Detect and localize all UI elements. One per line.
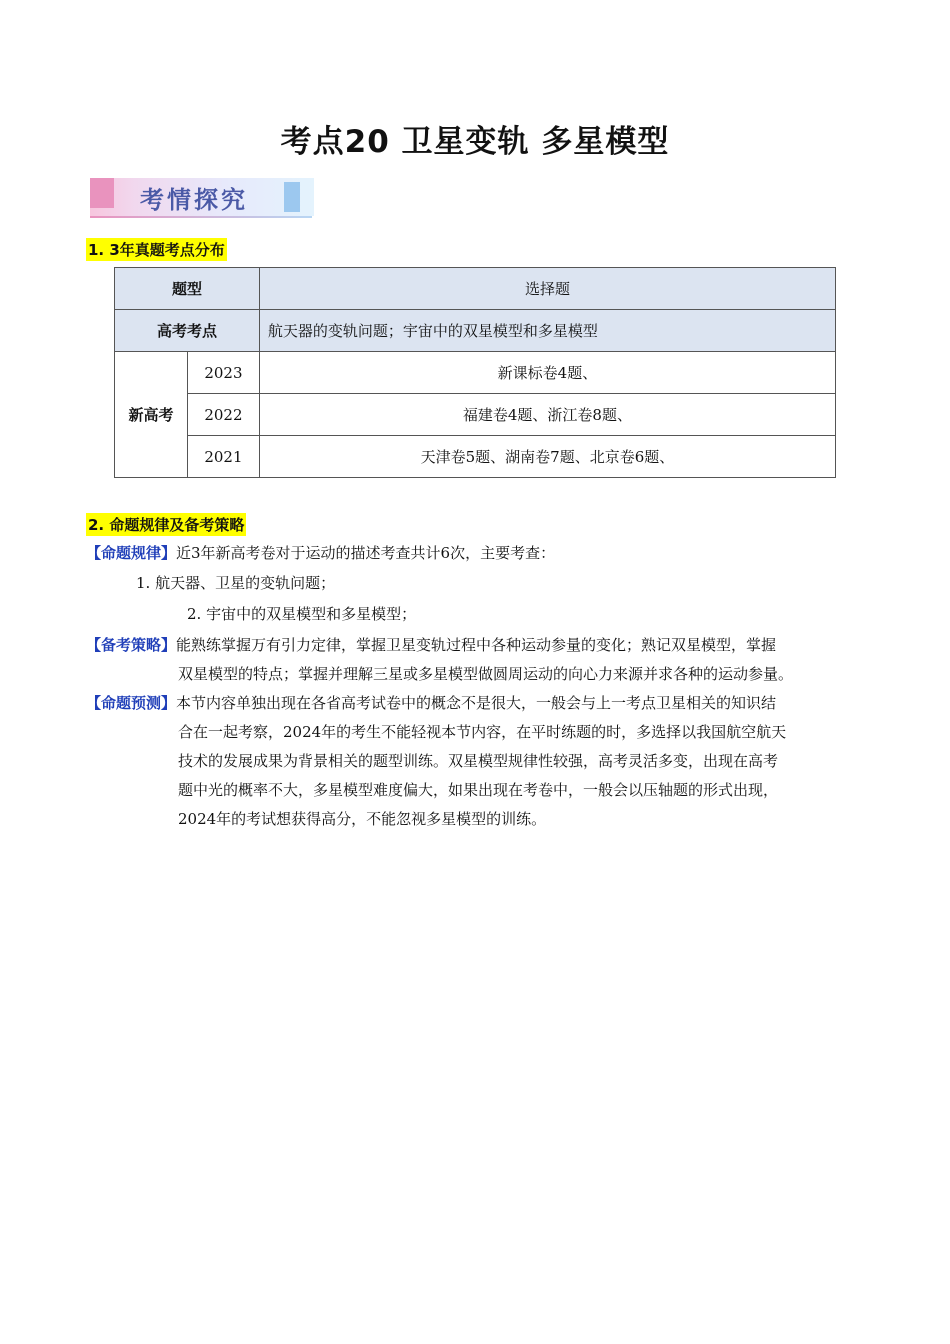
forecast-line: 2024年的考试想获得高分，不能忽视多星模型的训练。	[178, 810, 547, 828]
papers-cell: 新课标卷4题、	[259, 352, 835, 394]
forecast-tag: 【命题预测】	[86, 694, 177, 712]
forecast-line: 合在一起考察，2024年的考生不能轻视本节内容，在平时练题的时，多选择以我国航空航天	[178, 723, 787, 741]
year-cell: 2021	[187, 436, 259, 478]
forecast-paragraph	[86, 689, 776, 718]
section1-heading: 1. 3年真题考点分布	[86, 238, 227, 261]
rule-item: 2. 宇宙中的双星模型和多星模型；	[187, 605, 417, 623]
strategy-paragraph	[86, 631, 776, 660]
banner-label: 考情探究	[140, 186, 248, 214]
strategy-line: 双星模型的特点；掌握并理解三星或多星模型做圆周运动的向心力来源并求各种的运动参量。	[178, 665, 794, 683]
year-cell: 2023	[187, 352, 259, 394]
rule-tag: 【命题规律】	[86, 544, 177, 562]
rule-text: 近3年新高考卷对于运动的描述考查共计6次，主要考查：	[176, 544, 556, 562]
strategy-tag: 【备考策略】	[86, 636, 177, 654]
rule-paragraph	[86, 539, 555, 568]
table-row	[115, 268, 836, 310]
section2-heading: 2. 命题规律及备考策略	[86, 513, 246, 536]
table-row	[115, 394, 836, 436]
page-title: 考点20 卫星变轨 多星模型	[280, 124, 670, 160]
forecast-line: 本节内容单独出现在各省高考试卷中的概念不是很大，一般会与上一考点卫星相关的知识结	[176, 694, 777, 712]
banner-blue-square	[284, 182, 300, 212]
group-label: 新高考	[115, 352, 188, 478]
question-type-value: 选择题	[259, 268, 835, 310]
exam-point-label: 高考考点	[115, 310, 260, 352]
section-banner	[90, 178, 314, 222]
strategy-line: 能熟练掌握万有引力定律，掌握卫星变轨过程中各种运动参量的变化；熟记双星模型，掌握	[176, 636, 777, 654]
question-type-label: 题型	[115, 268, 260, 310]
table-row	[115, 310, 836, 352]
forecast-line: 技术的发展成果为背景相关的题型训练。双星模型规律性较强，高考灵活多变，出现在高考	[178, 752, 779, 770]
forecast-line: 题中光的概率不大，多星模型难度偏大，如果出现在考卷中，一般会以压轴题的形式出现，	[178, 781, 779, 799]
table-row	[115, 436, 836, 478]
papers-cell: 天津卷5题、湖南卷7题、北京卷6题、	[259, 436, 835, 478]
exam-point-value: 航天器的变轨问题；宇宙中的双星模型和多星模型	[259, 310, 835, 352]
exam-distribution-table	[114, 267, 836, 478]
year-cell: 2022	[187, 394, 259, 436]
papers-cell: 福建卷4题、浙江卷8题、	[259, 394, 835, 436]
banner-pink-square	[90, 178, 114, 208]
table-row	[115, 352, 836, 394]
banner-underline	[90, 216, 312, 218]
rule-item: 1. 航天器、卫星的变轨问题；	[136, 574, 336, 592]
